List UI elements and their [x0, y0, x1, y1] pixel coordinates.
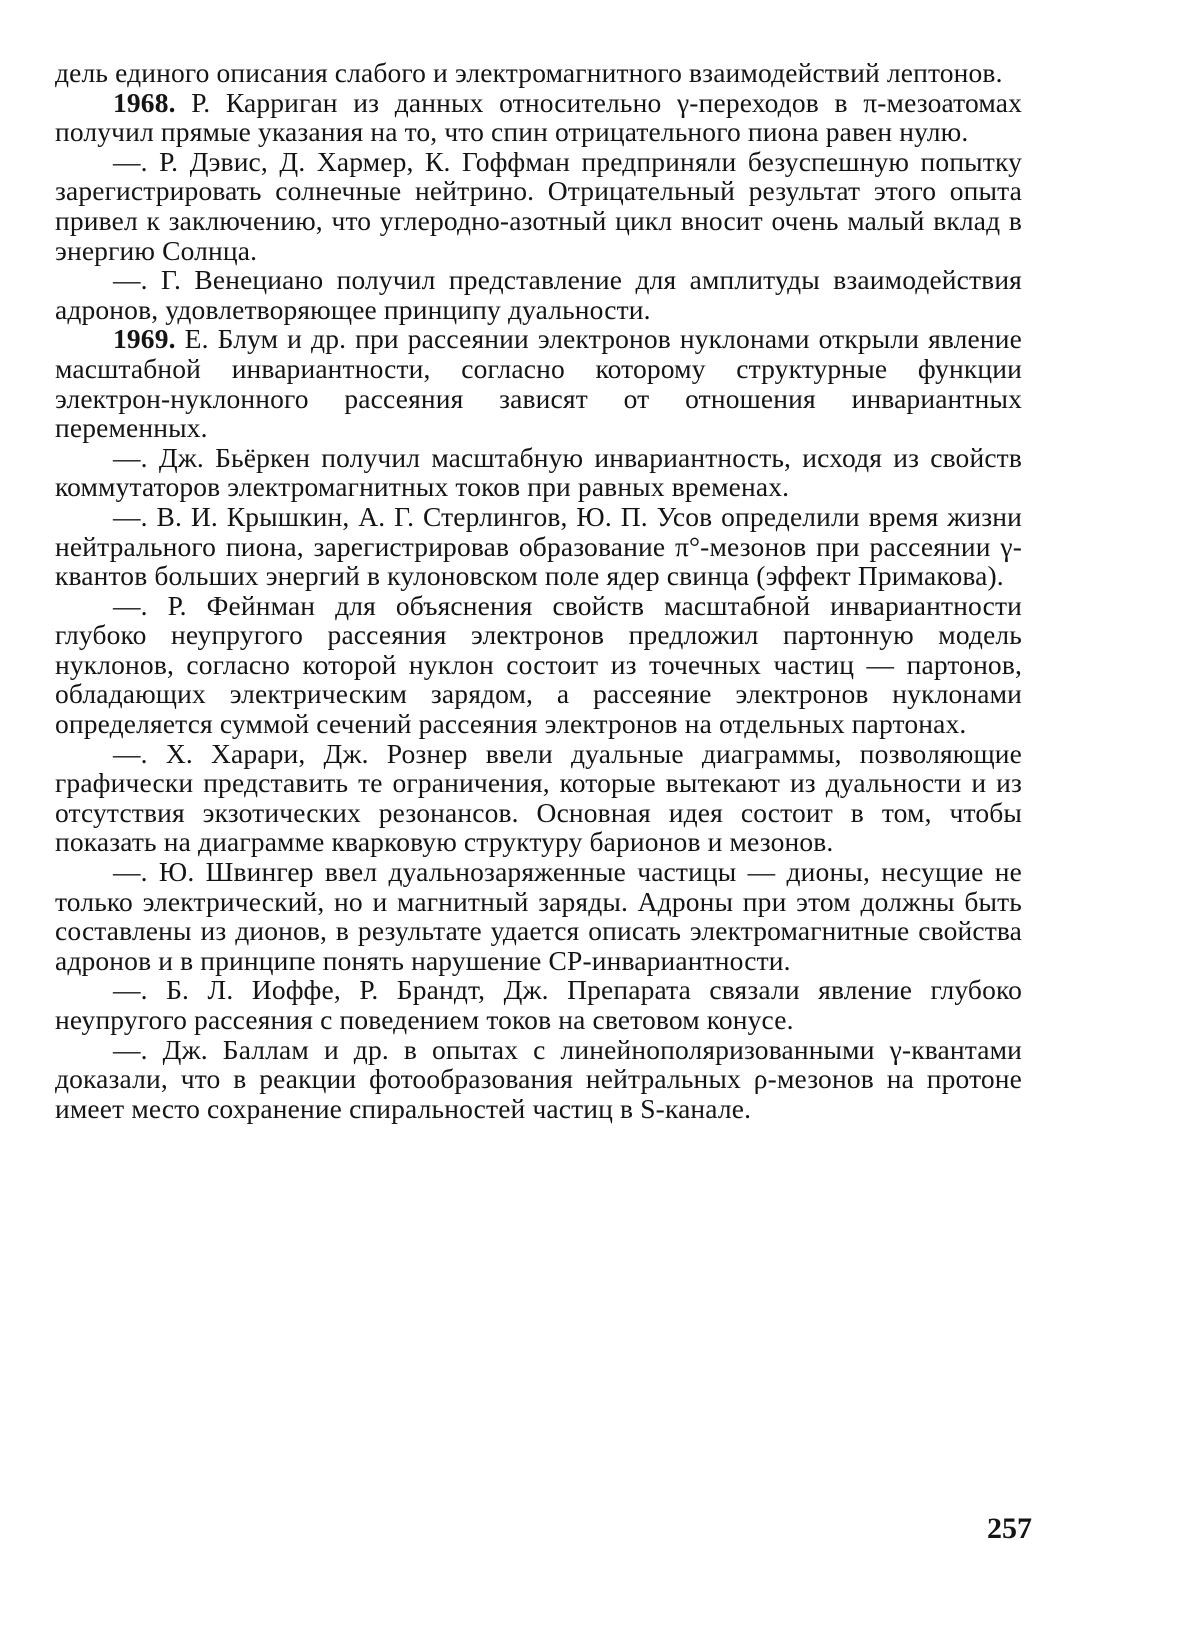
paragraph-text: дель единого описания слабого и электромагнитного взаимодействий лептонов. — [55, 57, 1003, 88]
paragraph-text: —. Дж. Баллам и др. в опытах с линейнополяризованными γ-квантами доказали, что в реакции фотообразования нейтральных ρ-мезонов на протоне имеет место сохранение спиральностей частиц в S-канале. — [55, 1033, 1022, 1124]
paragraph-carrigan-1968 — [55, 88, 1022, 147]
paragraph-text: —. Б. Л. Иоффе, Р. Брандт, Дж. Препарата связали явление глубоко неупругого рассеяния с поведением токов на световом конусе. — [55, 974, 1022, 1035]
paragraph-text: —. Х. Харари, Дж. Рознер ввели дуальные диаграммы, позволяющие графически представить те ограничения, которые вытекают из дуальности и из отсутствия экзотических резонансов. Основная идея состоит в том, чтобы показать на диаграмме кварковую структуру барионов и мезонов. — [55, 737, 1022, 858]
paragraph-bjorken — [55, 443, 1022, 502]
paragraph-text: —. Р. Дэвис, Д. Хармер, К. Гоффман предприняли безуспешную попытку зарегистрировать солнечные нейтрино. Отрицательный результат этого опыта привел к заключению, что углеродно-азотный цикл вносит очень малый вклад в энергию Солнца. — [55, 145, 1022, 266]
paragraph-text: —. В. И. Крышкин, А. Г. Стерлингов, Ю. П. Усов определили время жизни нейтрального пиона, зарегистрировав образование π°-мезонов при рассеянии γ-квантов больших энергий в кулоновском поле ядер свинца (эффект Примакова). — [55, 500, 1022, 592]
page-text-block — [55, 58, 1022, 1123]
paragraph-text: —. Р. Фейнман для объяснения свойств масштабной инвариантности глубоко неупругого рассеяния электронов предложил партонную модель нуклонов, согласно которой нуклон состоит из точечных частиц — партонов, обладающих электрическим зарядом, а рассеяние электронов нуклонами определяется суммой сечений рассеяния электронов на отдельных партонах. — [55, 589, 1022, 740]
paragraph-lepton-model — [55, 58, 1022, 88]
paragraph-text: —. Дж. Бьёркен получил масштабную инвариантность, исходя из свойств коммутаторов электромагнитных токов при равных временах. — [55, 441, 1022, 503]
paragraph-feynman-partons — [55, 591, 1022, 739]
paragraph-text: Е. Блум и др. при рассеянии электронов нуклонами открыли явление масштабной инвариантности, согласно которому структурные функции электрон-нуклонного рассеяния зависят от отношения инвариантных переменных. — [55, 323, 1022, 444]
paragraph-kryshkin — [55, 502, 1022, 591]
page-number: 257 — [987, 1512, 1032, 1545]
paragraph-veneziano — [55, 265, 1022, 324]
paragraph-text: —. Г. Венециано получил представление для амплитуды взаимодействия адронов, удовлетворяющее принципу дуальности. — [55, 264, 1022, 325]
paragraph-bloom-1969 — [55, 324, 1022, 442]
paragraph-davis-solar-neutrino — [55, 147, 1022, 265]
paragraph-harari-rosner — [55, 739, 1022, 857]
paragraph-text: Р. Карриган из данных относительно γ-переходов в π-мезоатомах получил прямые указания на то, что спин отрицательного пиона равен нулю. — [55, 86, 1022, 148]
year-label: 1968. — [113, 86, 176, 118]
paragraph-schwinger-dyons — [55, 857, 1022, 975]
paragraph-ioffe-brandt — [55, 975, 1022, 1034]
year-label: 1969. — [113, 323, 176, 355]
paragraph-ballam — [55, 1035, 1022, 1124]
paragraph-text: —. Ю. Швингер ввел дуальнозаряженные частицы — дионы, несущие не только электрический, но и магнитный заряды. Адроны при этом должны быть составлены из дионов, в результате удается описать электромагнитные свойства адронов и в принципе понять нарушение CP-инвариантности. — [55, 856, 1022, 976]
